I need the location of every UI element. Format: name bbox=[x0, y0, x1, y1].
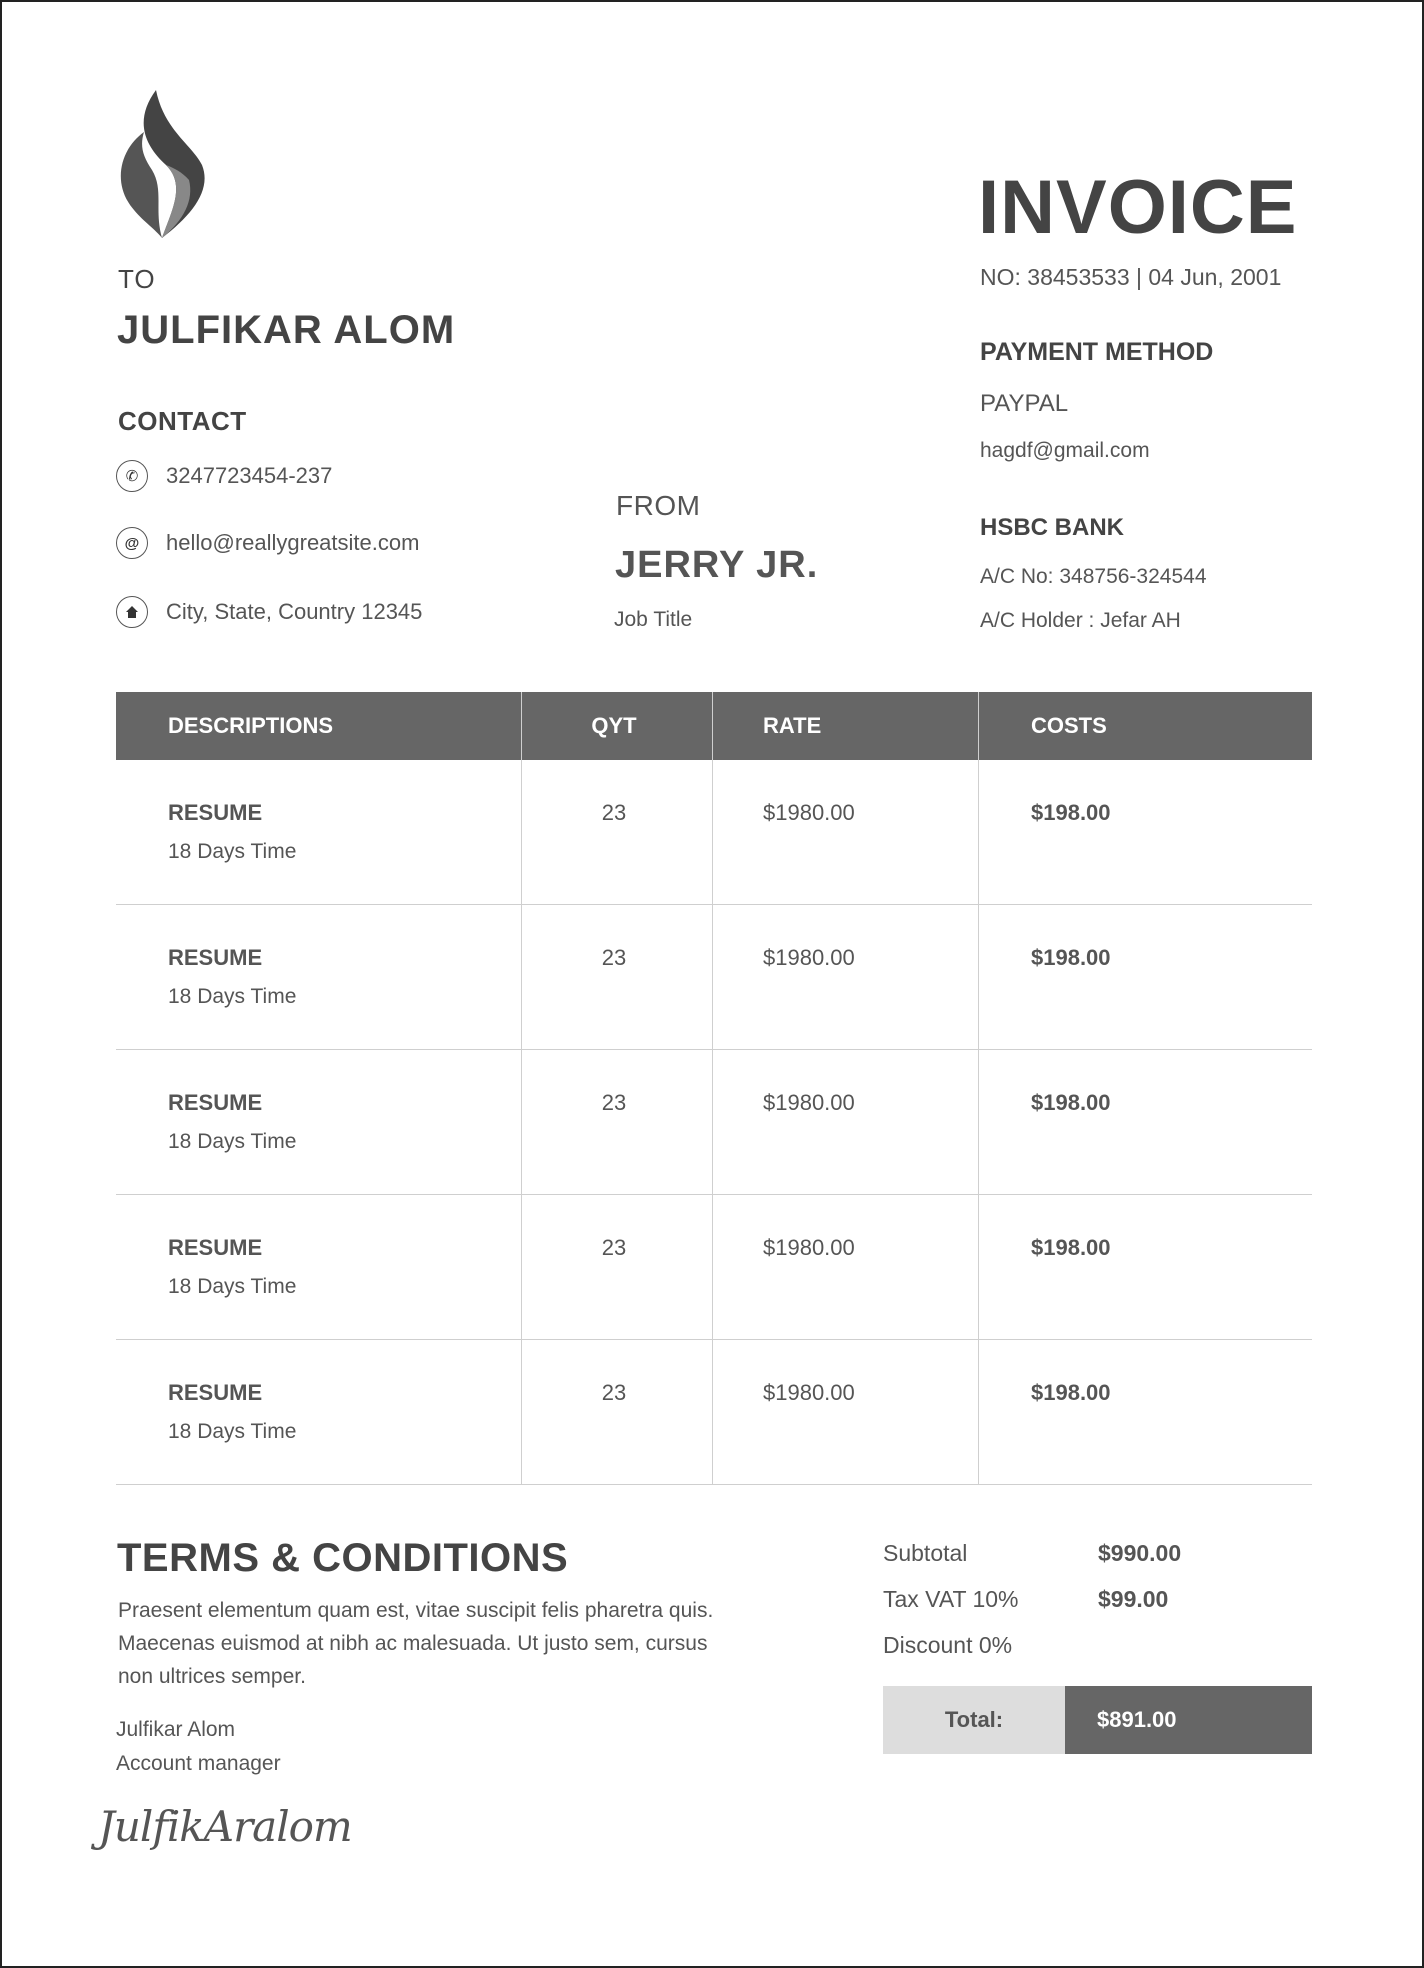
payment-email: hagdf@gmail.com bbox=[980, 439, 1150, 462]
description-cell bbox=[116, 1195, 522, 1339]
item-name: RESUME bbox=[168, 1380, 263, 1405]
sender-name: JERRY JR. bbox=[615, 544, 819, 586]
sender-job-title: Job Title bbox=[614, 608, 693, 631]
bank-heading: HSBC BANK bbox=[980, 514, 1124, 541]
description-cell bbox=[116, 1340, 522, 1484]
contact-address-row bbox=[116, 594, 422, 630]
cost-cell: $198.00 bbox=[1031, 945, 1111, 970]
total-box bbox=[883, 1686, 1312, 1754]
item-name: RESUME bbox=[168, 945, 263, 970]
header-costs: COSTS bbox=[1031, 713, 1107, 738]
tax-label: Tax VAT 10% bbox=[883, 1586, 1019, 1612]
payment-method-heading: PAYMENT METHOD bbox=[980, 338, 1214, 366]
phone-icon: ✆ bbox=[116, 460, 148, 492]
description-cell bbox=[116, 905, 522, 1049]
item-duration: 18 Days Time bbox=[168, 1275, 297, 1298]
table-row bbox=[116, 1050, 1312, 1195]
contact-email-row bbox=[116, 525, 419, 561]
table-header bbox=[116, 692, 1312, 760]
rate-cell: $1980.00 bbox=[713, 760, 979, 904]
qty-cell: 23 bbox=[522, 905, 713, 1049]
qty-cell: 23 bbox=[522, 1340, 713, 1484]
cost-cell: $198.00 bbox=[1031, 1090, 1111, 1115]
table-row bbox=[116, 760, 1312, 905]
rate-cell: $1980.00 bbox=[713, 1340, 979, 1484]
item-duration: 18 Days Time bbox=[168, 1420, 297, 1443]
from-label: FROM bbox=[616, 490, 701, 521]
cost-cell: $198.00 bbox=[1031, 1380, 1111, 1405]
subtotal-label: Subtotal bbox=[883, 1540, 968, 1566]
account-number: A/C No: 348756-324544 bbox=[980, 565, 1207, 588]
home-icon bbox=[116, 596, 148, 628]
table-row bbox=[116, 1340, 1312, 1485]
contact-email: hello@reallygreatsite.com bbox=[166, 530, 420, 555]
rate-cell: $1980.00 bbox=[713, 905, 979, 1049]
discount-label: Discount 0% bbox=[883, 1632, 1013, 1658]
terms-heading: TERMS & CONDITIONS bbox=[117, 1536, 569, 1580]
qty-cell: 23 bbox=[522, 760, 713, 904]
subtotal-value: $990.00 bbox=[1098, 1540, 1182, 1566]
table-row bbox=[116, 905, 1312, 1050]
to-label: TO bbox=[118, 264, 156, 294]
invoice-number-date: NO: 38453533 | 04 Jun, 2001 bbox=[980, 264, 1282, 290]
signer-name: Julfikar Alom bbox=[116, 1718, 236, 1741]
items-table bbox=[116, 692, 1312, 1485]
contact-phone-row bbox=[116, 458, 332, 494]
description-cell bbox=[116, 1050, 522, 1194]
item-name: RESUME bbox=[168, 1235, 263, 1260]
terms-body: Praesent elementum quam est, vitae suscipit felis pharetra quis. Maecenas euismod at nibh ac malesuada. Ut justo sem, cursus non ultrices semper. bbox=[118, 1599, 714, 1688]
company-logo bbox=[114, 90, 214, 240]
cost-cell: $198.00 bbox=[1031, 800, 1111, 825]
rate-cell: $1980.00 bbox=[713, 1195, 979, 1339]
header-rate: RATE bbox=[713, 692, 979, 760]
invoice-title: INVOICE bbox=[978, 165, 1298, 250]
total-value: $891.00 bbox=[1065, 1686, 1312, 1754]
payment-method-value: PAYPAL bbox=[980, 390, 1069, 417]
cost-cell: $198.00 bbox=[1031, 1235, 1111, 1260]
signer-role: Account manager bbox=[116, 1752, 281, 1775]
table-row bbox=[116, 1195, 1312, 1340]
at-icon: @ bbox=[116, 527, 148, 559]
contact-heading: CONTACT bbox=[118, 406, 247, 436]
total-label: Total: bbox=[883, 1686, 1065, 1754]
item-duration: 18 Days Time bbox=[168, 985, 297, 1008]
header-descriptions: DESCRIPTIONS bbox=[116, 692, 522, 760]
item-name: RESUME bbox=[168, 800, 263, 825]
item-name: RESUME bbox=[168, 1090, 263, 1115]
description-cell bbox=[116, 760, 522, 904]
client-name: JULFIKAR ALOM bbox=[117, 308, 456, 352]
header-qty: QYT bbox=[522, 692, 713, 760]
rate-cell: $1980.00 bbox=[713, 1050, 979, 1194]
contact-address: City, State, Country 12345 bbox=[166, 599, 423, 624]
qty-cell: 23 bbox=[522, 1195, 713, 1339]
qty-cell: 23 bbox=[522, 1050, 713, 1194]
item-duration: 18 Days Time bbox=[168, 1130, 297, 1153]
contact-phone: 3247723454-237 bbox=[166, 463, 333, 488]
item-duration: 18 Days Time bbox=[168, 840, 297, 863]
account-holder: A/C Holder : Jefar AH bbox=[980, 609, 1181, 632]
signature: JulfikAralom bbox=[98, 1802, 352, 1851]
tax-value: $99.00 bbox=[1098, 1586, 1169, 1612]
